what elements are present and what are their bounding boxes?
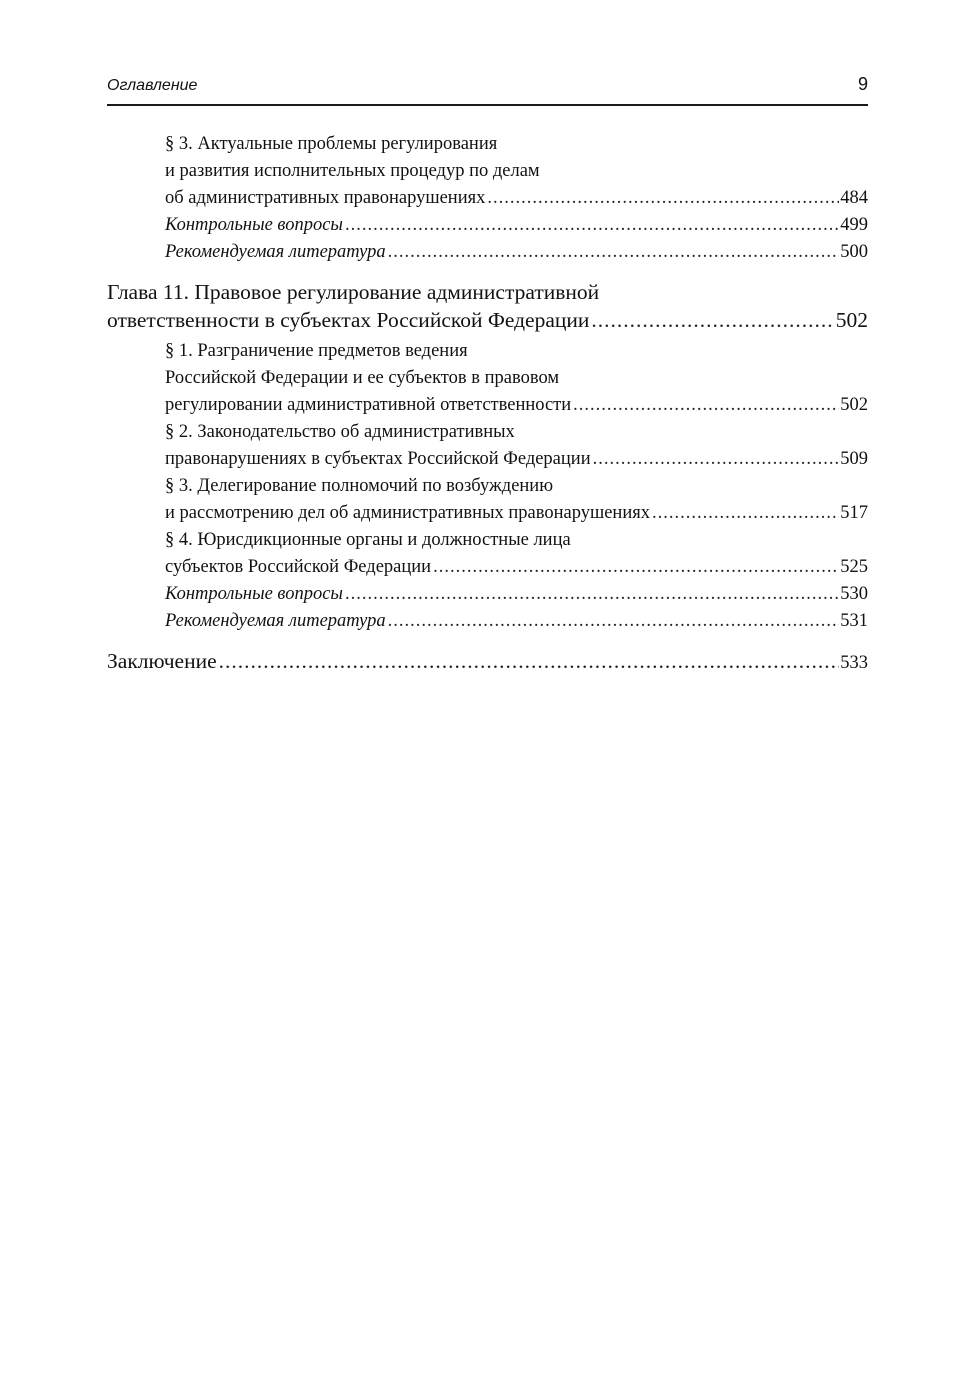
- toc-entry-text: об административных правонарушениях: [165, 188, 486, 208]
- toc-page-number: 509: [840, 449, 868, 469]
- toc-entry-text: регулировании административной ответственности: [165, 395, 572, 415]
- dot-leader: [591, 306, 834, 334]
- dot-leader: [652, 500, 839, 527]
- toc-entry-line: § 3. Актуальные проблемы регулирования: [165, 134, 498, 154]
- toc-entry-text: Контрольные вопросы: [165, 584, 343, 604]
- toc-entry-last-line: [107, 647, 868, 677]
- toc-entry-last-line: [165, 554, 868, 581]
- toc-entry-last-line: [165, 212, 868, 239]
- dot-leader: [345, 212, 839, 239]
- toc-entry-last-line: [165, 185, 868, 212]
- dot-leader: [345, 581, 839, 608]
- toc-entry-text: Контрольные вопросы: [165, 215, 343, 235]
- toc-entry-recommended-literature[interactable]: [165, 608, 868, 635]
- toc-entry-text: Заключение: [107, 649, 217, 673]
- toc-page-number: 517: [840, 503, 868, 523]
- toc-page-number: 500: [840, 242, 868, 262]
- toc-entry-last-line: [165, 446, 868, 473]
- toc-entry-last-line: [165, 392, 868, 419]
- toc-entry-last-line: [165, 581, 868, 608]
- toc-entry-chapter-11[interactable]: [107, 278, 868, 334]
- toc-entry-section-3-executive-procedures[interactable]: [165, 131, 868, 212]
- toc-entry-text: правонарушениях в субъектах Российской Федерации: [165, 449, 591, 469]
- dot-leader: [219, 647, 840, 675]
- toc-entry-line: § 2. Законодательство об административных: [165, 422, 515, 442]
- toc-page-number: 502: [835, 308, 868, 332]
- dot-leader: [487, 185, 839, 212]
- toc-entry-last-line: [165, 239, 868, 266]
- dot-leader: [388, 608, 840, 635]
- toc-entry-line: Российской Федерации и ее субъектов в правовом: [165, 368, 560, 388]
- toc-entry-recommended-literature[interactable]: [165, 239, 868, 266]
- toc-entry-control-questions[interactable]: [165, 212, 868, 239]
- toc-page-number: 525: [840, 557, 868, 577]
- toc-entry-section-2-legislation[interactable]: [165, 419, 868, 473]
- toc-entry-control-questions[interactable]: [165, 581, 868, 608]
- toc-page-number: 502: [840, 395, 868, 415]
- spacer: [107, 635, 868, 647]
- page-number: 9: [857, 74, 868, 94]
- toc-entry-line: Глава 11. Правовое регулирование административной: [107, 280, 600, 304]
- toc-entry-line: § 3. Делегирование полномочий по возбуждению: [165, 476, 554, 496]
- toc-page-number: 533: [840, 653, 868, 673]
- spacer: [107, 266, 868, 278]
- dot-leader: [433, 554, 839, 581]
- toc-entry-last-line: [165, 500, 868, 527]
- toc-entry-text: ответственности в субъектах Российской Федерации: [107, 308, 590, 332]
- toc-entry-section-3-delegation[interactable]: [165, 473, 868, 527]
- toc-page-number: 499: [840, 215, 868, 235]
- toc-page-number: 530: [840, 584, 868, 604]
- toc-page-number: 484: [840, 188, 868, 208]
- table-of-contents: [107, 131, 868, 677]
- toc-entry-line: и развития исполнительных процедур по делам: [165, 161, 540, 181]
- toc-entry-section-1-delimitation[interactable]: [165, 338, 868, 419]
- running-title: Оглавление: [107, 77, 198, 94]
- toc-entry-line: § 1. Разграничение предметов ведения: [165, 341, 468, 361]
- toc-entry-section-4-jurisdictional-bodies[interactable]: [165, 527, 868, 581]
- toc-page-number: 531: [840, 611, 868, 631]
- dot-leader: [573, 392, 839, 419]
- toc-entry-last-line: [107, 306, 868, 334]
- running-header: [107, 72, 868, 106]
- toc-entry-text: Рекомендуемая литература: [165, 611, 386, 631]
- toc-entry-text: и рассмотрению дел об административных правонарушениях: [165, 503, 650, 523]
- toc-entry-last-line: [165, 608, 868, 635]
- dot-leader: [593, 446, 840, 473]
- dot-leader: [388, 239, 840, 266]
- toc-entry-text: субъектов Российской Федерации: [165, 557, 432, 577]
- toc-entry-text: Рекомендуемая литература: [165, 242, 386, 262]
- toc-entry-conclusion[interactable]: [107, 647, 868, 677]
- toc-entry-line: § 4. Юрисдикционные органы и должностные лица: [165, 530, 571, 550]
